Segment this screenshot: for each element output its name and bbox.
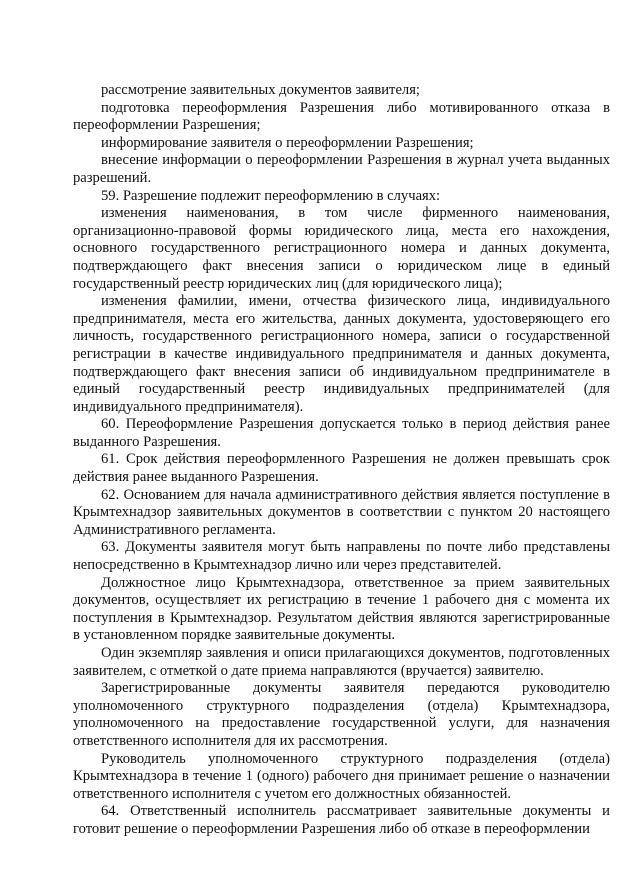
paragraph-60: 60. Переоформление Разрешения допускается только в период действия ранее выданного Разрешения. bbox=[73, 416, 610, 450]
paragraph-application-copy: Один экземпляр заявления и описи прилагающихся документов, подготовленных заявителем, с отметкой о дате приема направляются (вручается) заявителю. bbox=[73, 645, 610, 679]
paragraph-head-decision: Руководитель уполномоченного структурного подразделения (отдела) Крымтехнадзора в течение 1 (одного) рабочего дня принимает решение о назначении ответственного исполнителя с учетом его должностных обязанностей. bbox=[73, 750, 610, 802]
document-page bbox=[73, 82, 610, 839]
paragraph-prepare-reissue: подготовка переоформления Разрешения либо мотивированного отказа в переоформлении Разрешения; bbox=[73, 99, 610, 134]
paragraph-documents-transfer: Зарегистрированные документы заявителя передаются руководителю уполномоченного структурного подразделения (отдела) Крымтехнадзора, уполномоченного на предоставление государственной услуги, для назначения ответственного исполнителя для их рассмотрения. bbox=[73, 680, 610, 749]
paragraph-registration-official: Должностное лицо Крымтехнадзора, ответственное за прием заявительных документов, осуществляет их регистрацию в течение 1 рабочего дня с момента их поступления в Крымтехнадзор. Результатом действия являются зарегистрированные в установленном порядке заявительные документы. bbox=[73, 574, 610, 644]
paragraph-59: 59. Разрешение подлежит переоформлению в случаях: bbox=[101, 187, 441, 204]
paragraph-inform-applicant: информирование заявителя о переоформлении Разрешения; bbox=[101, 134, 474, 151]
paragraph-62: 62. Основанием для начала административного действия является поступление в Крымтехнадзор заявительных документов в соответствии с пунктом 20 настоящего Административного регламента. bbox=[73, 486, 610, 538]
paragraph-61: 61. Срок действия переоформленного Разрешения не должен превышать срок действия ранее выданного Разрешения. bbox=[73, 451, 610, 486]
paragraph-64: 64. Ответственный исполнитель рассматривает заявительные документы и готовит решение о переоформлении Разрешения либо об отказе в переоформлении bbox=[73, 803, 610, 837]
paragraph-63: 63. Документы заявителя могут быть направлены по почте либо представлены непосредственно в Крымтехнадзор лично или через представителей. bbox=[73, 539, 610, 574]
paragraph-review-documents: рассмотрение заявительных документов заявителя; bbox=[101, 82, 420, 98]
paragraph-individual-changes: изменения фамилии, имени, отчества физического лица, индивидуального предпринимателя, места его жительства, данных документа, удостоверяющего его личность, государственного регистрационного номера, записи о государственной регистрации в качестве индивидуального предпринимателя и данных документа, подтверждающего факт внесения записи об индивидуальном предпринимателе в единый государственный реестр индивидуальных предпринимателей (для индивидуального предпринимателя). bbox=[73, 293, 610, 415]
paragraph-legal-entity-changes: изменения наименования, в том числе фирменного наименования, организационно-правовой формы юридического лица, места его нахождения, основного государственного регистрационного номера и данных документа, подтверждающего факт внесения записи о юридическом лице в единый государственный реестр юридических лиц (для юридического лица); bbox=[73, 205, 610, 292]
paragraph-journal-entry: внесение информации о переоформлении Разрешения в журнал учета выданных разрешений. bbox=[73, 152, 610, 186]
